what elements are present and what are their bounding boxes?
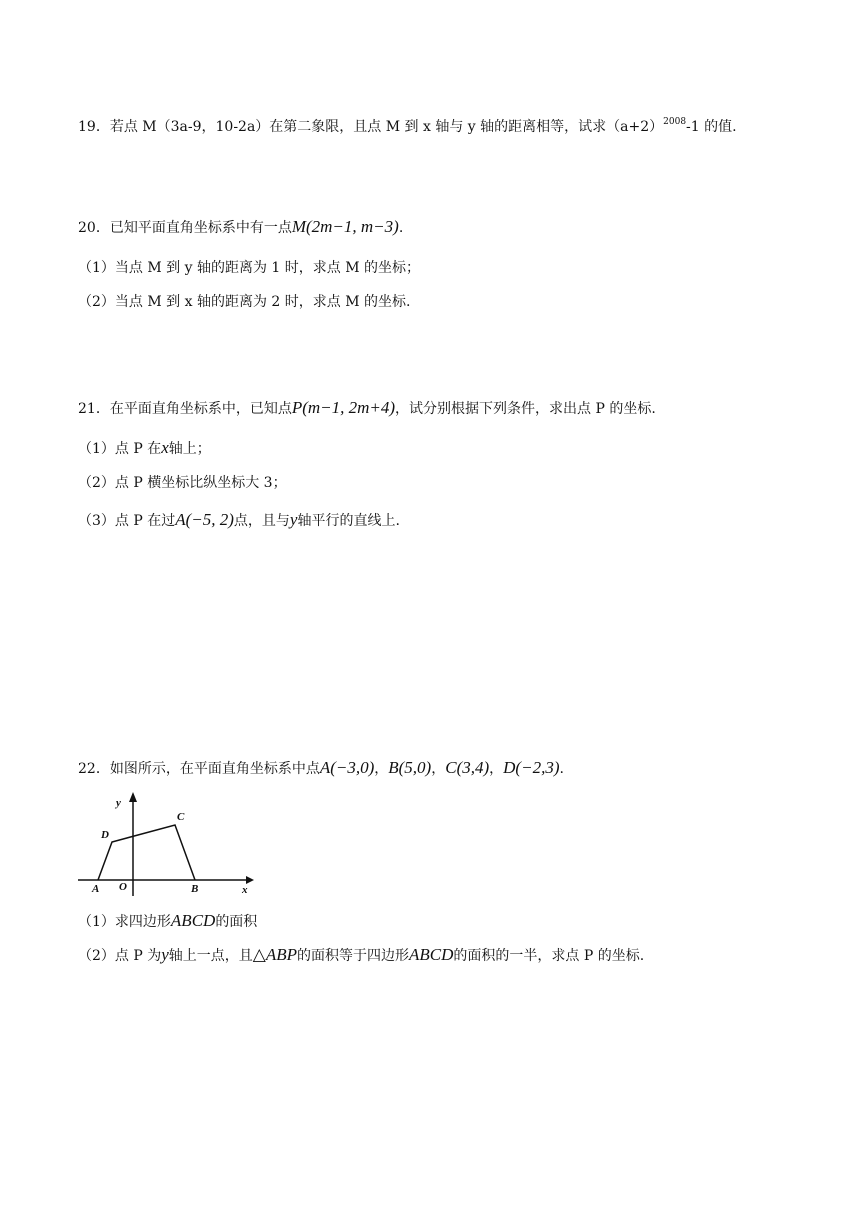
x-variable: x: [161, 438, 169, 457]
question-22-part-2-text: （2）点 P 为: [78, 948, 162, 964]
abcd-label: ABCD: [170, 911, 216, 930]
point-p-expression: P(m−1, 2m+4): [291, 398, 396, 417]
y-axis-label: y: [116, 797, 121, 809]
triangle-abp: △ABP: [252, 945, 298, 964]
question-19-text-end: -1 的值.: [686, 119, 737, 135]
x-axis-arrow: [246, 876, 254, 884]
question-19: [78, 112, 737, 137]
question-21-part-1-end: 轴上；: [168, 441, 211, 457]
point-c-coordinate: C(3,4): [445, 758, 490, 777]
separator: ，: [489, 761, 504, 777]
point-b-label: B: [191, 883, 199, 895]
point-m-expression: M(2m−1, m−3): [291, 217, 399, 236]
point-a-expression: A(−5, 2): [175, 510, 234, 529]
question-22-part-1-text: （1）求四边形: [78, 914, 171, 930]
question-20: [78, 217, 403, 238]
question-21-number: 21．: [78, 401, 110, 417]
question-21-part-3-middle: 点，且与: [233, 513, 290, 529]
origin-label: O: [119, 881, 127, 893]
question-20-part-2: （2）当点 M 到 x 轴的距离为 2 时，求点 M 的坐标.: [78, 294, 411, 310]
question-22-part-1-end: 的面积: [215, 914, 258, 930]
x-axis-label: x: [242, 884, 248, 896]
question-21-part-3-end: 轴平行的直线上.: [297, 513, 400, 529]
question-21: [78, 398, 656, 419]
question-22-part-1: [78, 911, 257, 932]
question-21-part-1-text: （1）点 P 在: [78, 441, 162, 457]
question-21-part-3: [78, 510, 400, 531]
question-20-number: 20．: [78, 220, 110, 236]
question-21-text-end: ，试分别根据下列条件，求出点 P 的坐标.: [395, 401, 656, 417]
question-20-text: 已知平面直角坐标系中有一点: [109, 220, 292, 236]
point-d-coordinate: D(−2,3): [503, 758, 560, 777]
question-22-number: 22．: [78, 761, 110, 777]
point-b-coordinate: B(5,0): [388, 758, 432, 777]
abcd-label: ABCD: [409, 945, 454, 964]
y-axis-arrow: [129, 792, 137, 802]
question-19-text: 若点 M（3a-9，10-2a）在第二象限，且点 M 到 x 轴与 y 轴的距离相等，试求（a+2）: [109, 119, 664, 135]
quadrilateral-abcd: [98, 825, 195, 880]
y-variable: y: [161, 945, 169, 964]
question-22-part-2: [78, 945, 644, 966]
point-a-label: A: [92, 883, 100, 895]
question-21-part-3-text: （3）点 P 在过: [78, 513, 176, 529]
y-variable: y: [289, 510, 298, 529]
question-21-text: 在平面直角坐标系中，已知点: [109, 401, 292, 417]
question-22-part-2-text-b: 轴上一点，且: [168, 948, 253, 964]
question-22-end: .: [559, 761, 564, 777]
question-22-part-2-end: 的面积的一半，求点 P 的坐标.: [453, 948, 645, 964]
separator: ，: [374, 761, 389, 777]
point-a-coordinate: A(−3,0): [319, 758, 375, 777]
question-22: [78, 758, 564, 779]
question-21-part-2: （2）点 P 横坐标比纵坐标大 3；: [78, 475, 287, 491]
question-20-part-1: （1）当点 M 到 y 轴的距离为 1 时，求点 M 的坐标；: [78, 260, 420, 276]
point-d-label: D: [101, 829, 109, 841]
separator: ，: [431, 761, 446, 777]
quadrilateral-figure: [78, 788, 258, 898]
question-22-part-2-text-c: 的面积等于四边形: [297, 948, 410, 964]
question-20-end: .: [398, 220, 404, 236]
question-19-exponent: 2008: [663, 117, 687, 127]
point-c-label: C: [177, 811, 185, 823]
question-19-number: 19．: [78, 119, 110, 135]
question-21-part-1: [78, 438, 211, 459]
question-22-text: 如图所示，在平面直角坐标系中点: [109, 761, 320, 777]
